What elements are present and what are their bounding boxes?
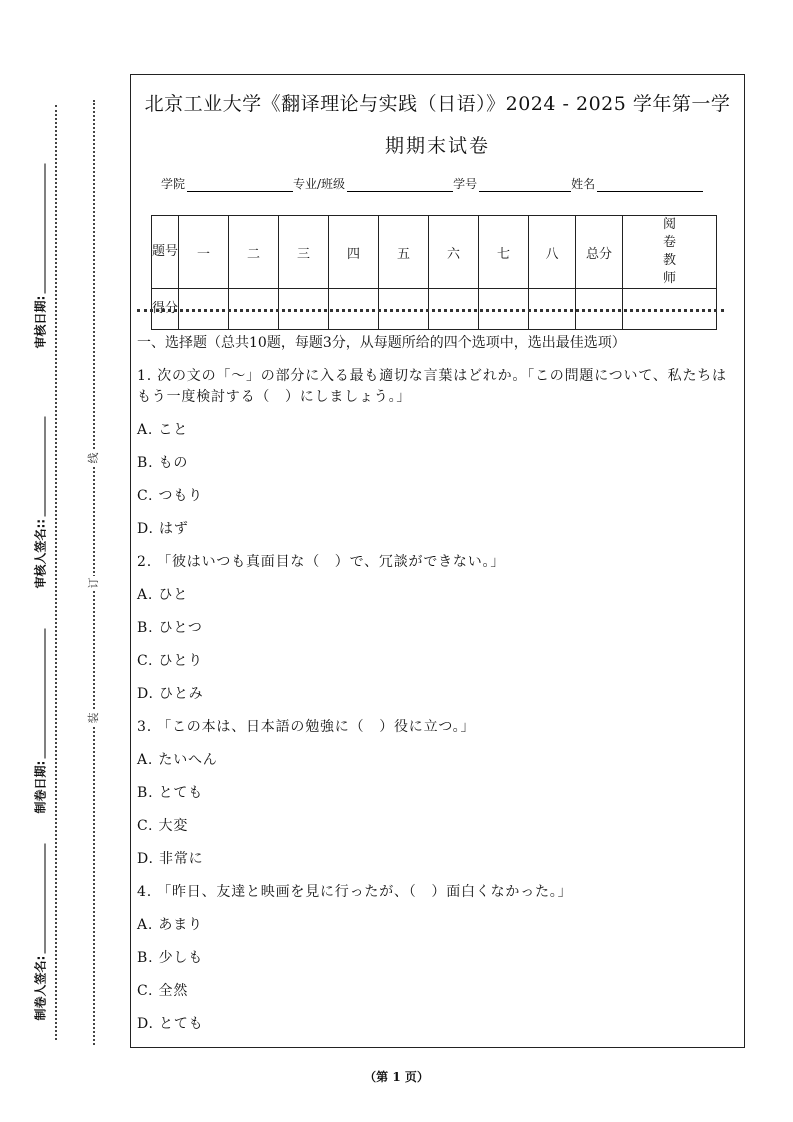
maker-sign-label: 制卷人签名:	[33, 955, 48, 1021]
question-3-option-a: A. たいへん	[137, 752, 218, 768]
question-4-option-c: C. 全然	[137, 983, 189, 999]
score-col-5: 五	[379, 216, 429, 289]
question-1	[137, 366, 737, 540]
review-date-line	[35, 164, 46, 294]
section-title: 一、选择题（总共10题，每题3分，从每题所给的四个选项中，选出最佳选项）	[137, 335, 626, 351]
question-3-option-d: D. 非常に	[137, 851, 204, 867]
question-4-option-a: A. あまり	[137, 917, 203, 933]
question-1-option-b: B. もの	[137, 455, 189, 471]
question-1-option-a: A. こと	[137, 422, 189, 438]
question-1-option-c: C. つもり	[137, 488, 203, 504]
question-2-option-c: C. ひとり	[137, 653, 203, 669]
name-field[interactable]	[597, 179, 703, 192]
question-3-option-c: C. 大変	[137, 818, 189, 834]
student-id-label: 学号	[453, 177, 478, 191]
score-col-4: 四	[329, 216, 379, 289]
question-3	[137, 717, 737, 870]
score-col-1: 一	[179, 216, 229, 289]
question-1-option-d: D. はず	[137, 521, 189, 537]
score-table-header-row	[152, 216, 717, 289]
maker-sign-line	[35, 844, 46, 954]
question-2	[137, 552, 737, 705]
college-field[interactable]	[187, 179, 293, 192]
score-col-total: 总分	[576, 216, 623, 289]
exam-frame	[130, 74, 745, 1048]
question-2-option-b: B. ひとつ	[137, 620, 203, 636]
score-col-2: 二	[229, 216, 279, 289]
question-2-option-d: D. ひとみ	[137, 686, 204, 702]
score-col-6: 六	[429, 216, 479, 289]
score-col-3: 三	[279, 216, 329, 289]
name-label: 姓名	[571, 177, 596, 191]
sidebar-dotted-line-outer	[55, 105, 57, 1040]
exam-title-line1: 北京工业大学《翻译理论与实践（日语）》2024 - 2025 学年第一学	[144, 93, 731, 115]
score-table-row2-label: 得分	[152, 289, 179, 330]
score-col-grader: 阅卷教师	[623, 216, 717, 289]
bind-mark-line: 线	[87, 452, 100, 464]
student-id-field[interactable]	[479, 179, 571, 192]
question-4	[137, 882, 737, 1035]
maker-sign-field	[32, 821, 49, 1021]
reviewer-sign-line	[35, 417, 46, 517]
reviewer-sign-label: 审核人签名::	[33, 518, 48, 589]
dotted-separator	[137, 309, 724, 312]
question-3-text: 3. 「この本は、日本語の勉強に（ ）役に立つ。」	[137, 719, 476, 735]
question-4-option-d: D. とても	[137, 1016, 204, 1032]
question-area	[137, 333, 737, 1047]
question-4-option-b: B. 少しも	[137, 950, 203, 966]
score-table-row1-label: 题号	[152, 216, 179, 289]
college-label: 学院	[161, 177, 186, 191]
make-date-label: 制卷日期:	[33, 760, 48, 814]
reviewer-sign-field	[32, 389, 49, 589]
student-info-row	[161, 175, 703, 192]
question-4-text: 4. 「昨日、友達と映画を見に行ったが、（ ）面白くなかった。」	[137, 884, 573, 900]
review-date-label: 审核日期:	[33, 295, 48, 349]
question-1-text: 1. 次の文の「〜」の部分に入る最も適切な言葉はどれか。「この問題について、私たちはもう一度検討する（ ）にしましょう。」	[137, 368, 727, 405]
page-number: （第 1 页）	[364, 1070, 429, 1084]
major-label: 专业/班级	[293, 177, 346, 191]
sidebar-dotted-line-inner	[93, 100, 95, 1045]
question-2-text: 2. 「彼はいつも真面目な（ ）で、冗談ができない。」	[137, 554, 506, 570]
bind-mark-bind: 装	[87, 712, 100, 724]
score-col-7: 七	[479, 216, 529, 289]
review-date-field	[32, 149, 49, 349]
score-table	[151, 215, 717, 330]
bind-mark-staple: 订	[87, 577, 100, 589]
score-col-8: 八	[529, 216, 576, 289]
exam-title-line2: 期期末试卷	[384, 135, 490, 157]
question-3-option-b: B. とても	[137, 785, 203, 801]
major-field[interactable]	[347, 179, 453, 192]
make-date-field	[32, 614, 49, 814]
make-date-line	[35, 629, 46, 759]
question-2-option-a: A. ひと	[137, 587, 189, 603]
